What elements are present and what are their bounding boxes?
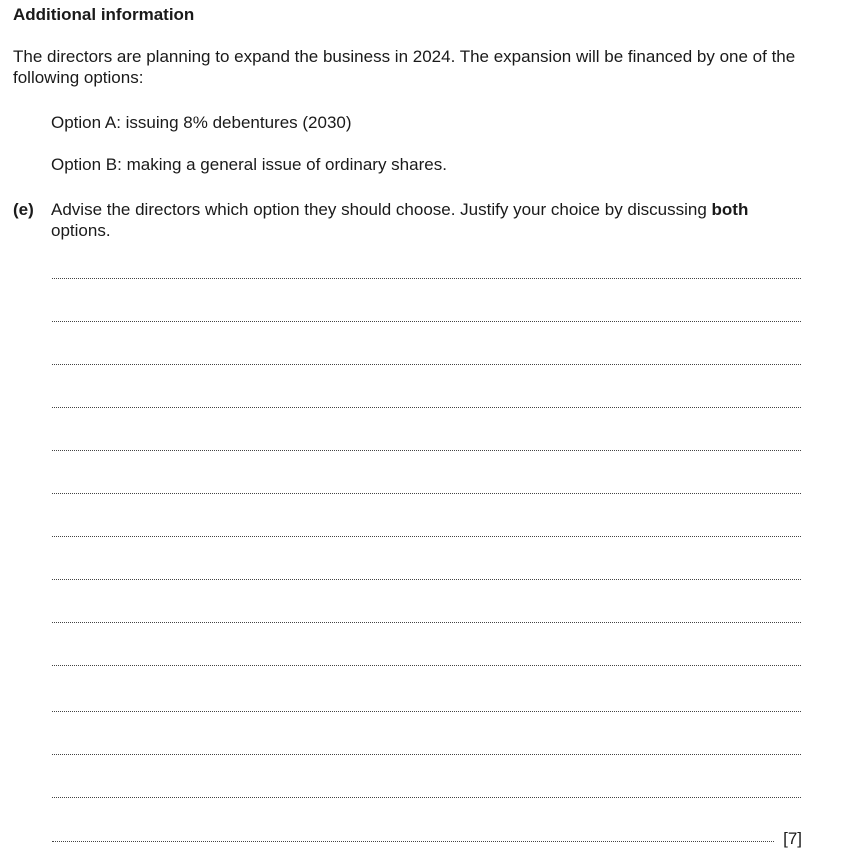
answer-line[interactable]	[52, 407, 801, 408]
question-text-part-2: options.	[51, 221, 111, 240]
answer-line[interactable]	[52, 493, 801, 494]
option-a-text: Option A: issuing 8% debentures (2030)	[51, 113, 352, 132]
answer-line[interactable]	[52, 622, 801, 623]
answer-line[interactable]	[52, 321, 801, 322]
intro-paragraph: The directors are planning to expand the business in 2024. The expansion will be financed by one of the following options:	[13, 47, 796, 87]
answer-line[interactable]	[52, 754, 801, 755]
answer-line[interactable]	[52, 665, 801, 666]
answer-line[interactable]	[52, 711, 801, 712]
section-heading: Additional information	[13, 5, 195, 24]
final-answer-line[interactable]	[52, 826, 802, 848]
answer-line[interactable]	[52, 278, 801, 279]
question-text-bold: both	[711, 200, 749, 219]
answer-line[interactable]	[52, 364, 801, 365]
answer-line[interactable]	[52, 841, 774, 842]
answer-line[interactable]	[52, 450, 801, 451]
answer-line[interactable]	[52, 579, 801, 580]
marks-label: [7]	[783, 829, 802, 848]
question-text-part-1: Advise the directors which option they should choose. Justify your choice by discussing	[51, 200, 712, 219]
question-number: (e)	[13, 200, 34, 219]
answer-line[interactable]	[52, 536, 801, 537]
question-text	[51, 199, 811, 241]
answer-line[interactable]	[52, 797, 801, 798]
option-b-text: Option B: making a general issue of ordinary shares.	[51, 155, 447, 174]
